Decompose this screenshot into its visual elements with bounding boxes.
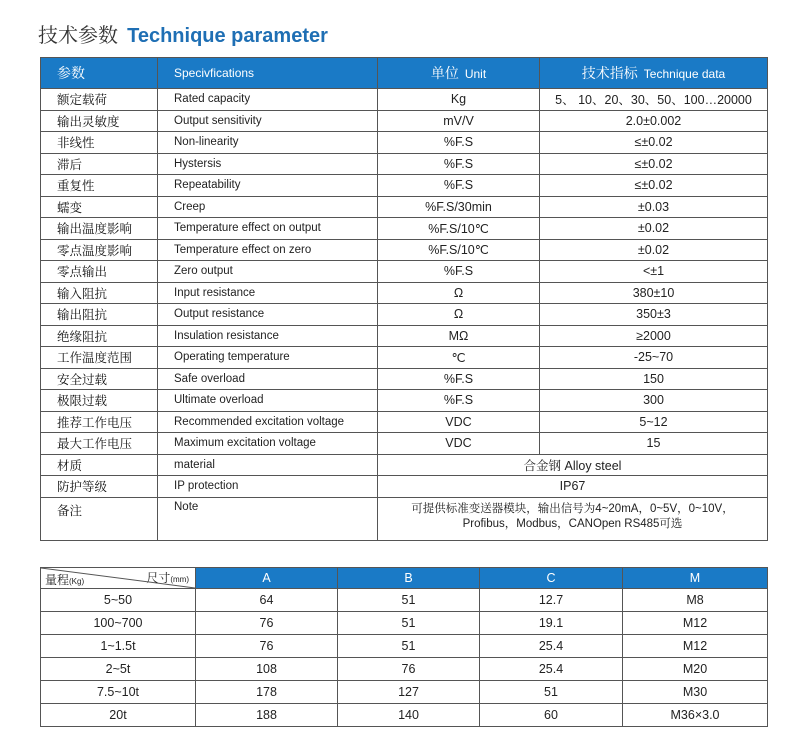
param-cn: 备注: [41, 497, 158, 540]
value-cell: -25~70: [540, 347, 768, 369]
param-en: Repeatability: [158, 175, 378, 197]
a-cell: 76: [196, 612, 338, 635]
spec-row: [41, 218, 768, 240]
param-en: Operating temperature: [158, 347, 378, 369]
param-en: Zero output: [158, 261, 378, 283]
dims-row: [41, 635, 768, 658]
value-cell: <±1: [540, 261, 768, 283]
unit-cell: %F.S: [378, 390, 540, 412]
spec-row: [41, 368, 768, 390]
unit-cell: %F.S/30min: [378, 196, 540, 218]
param-cn: 输出温度影响: [41, 218, 158, 240]
value-cell: 2.0±0.002: [540, 110, 768, 132]
a-cell: 64: [196, 589, 338, 612]
param-en: material: [158, 454, 378, 476]
spec-row: [41, 304, 768, 326]
b-cell: 51: [338, 612, 480, 635]
m-cell: M20: [623, 658, 768, 681]
dims-header-row: [41, 568, 768, 589]
unit-cell: VDC: [378, 411, 540, 433]
dimension-table: [40, 567, 768, 727]
dims-col-b: B: [338, 568, 480, 589]
param-cn: 额定载荷: [41, 89, 158, 111]
param-cn: 防护等级: [41, 476, 158, 498]
spec-row: [41, 239, 768, 261]
unit-cell: ℃: [378, 347, 540, 369]
param-en: Creep: [158, 196, 378, 218]
param-en: Output sensitivity: [158, 110, 378, 132]
param-en: Safe overload: [158, 368, 378, 390]
value-cell: ≤±0.02: [540, 153, 768, 175]
unit-cell: MΩ: [378, 325, 540, 347]
spec-row-protection: [41, 476, 768, 498]
value-cell: ±0.02: [540, 239, 768, 261]
spec-row: [41, 390, 768, 412]
param-cn: 输出阻抗: [41, 304, 158, 326]
c-cell: 25.4: [480, 635, 623, 658]
dims-col-m: M: [623, 568, 768, 589]
param-en: Note: [158, 497, 378, 540]
unit-cell: %F.S: [378, 175, 540, 197]
spec-row: [41, 110, 768, 132]
spec-row: [41, 325, 768, 347]
param-en: Output resistance: [158, 304, 378, 326]
note-value: [378, 497, 768, 540]
unit-cell: mV/V: [378, 110, 540, 132]
dims-row: [41, 589, 768, 612]
value-cell: ≤±0.02: [540, 132, 768, 154]
value-cell: 380±10: [540, 282, 768, 304]
title-cn: 技术参数: [38, 23, 118, 47]
param-en: Maximum excitation voltage: [158, 433, 378, 455]
param-cn: 绝缘阻抗: [41, 325, 158, 347]
unit-cell: Kg: [378, 89, 540, 111]
param-en: Insulation resistance: [158, 325, 378, 347]
spec-row: [41, 433, 768, 455]
m-cell: M12: [623, 612, 768, 635]
spec-body: [41, 89, 768, 455]
value-cell: 150: [540, 368, 768, 390]
spec-row: [41, 411, 768, 433]
unit-cell: VDC: [378, 433, 540, 455]
unit-cell: %F.S: [378, 261, 540, 283]
param-en: Input resistance: [158, 282, 378, 304]
spec-row: [41, 89, 768, 111]
material-value: 合金钢 Alloy steel: [378, 454, 768, 476]
dims-body: [41, 589, 768, 727]
unit-cell: %F.S/10℃: [378, 239, 540, 261]
b-cell: 140: [338, 704, 480, 727]
spec-row: [41, 196, 768, 218]
dims-corner-cell: [41, 568, 196, 589]
value-cell: 15: [540, 433, 768, 455]
range-cell: 1~1.5t: [41, 635, 196, 658]
m-cell: M30: [623, 681, 768, 704]
header-param: 参数: [41, 58, 158, 89]
header-data: 技术指标 Technique data: [540, 58, 768, 89]
range-cell: 20t: [41, 704, 196, 727]
param-cn: 材质: [41, 454, 158, 476]
c-cell: 12.7: [480, 589, 623, 612]
value-cell: ±0.03: [540, 196, 768, 218]
param-cn: 零点输出: [41, 261, 158, 283]
c-cell: 60: [480, 704, 623, 727]
unit-cell: %F.S/10℃: [378, 218, 540, 240]
value-cell: ±0.02: [540, 218, 768, 240]
value-cell: ≤±0.02: [540, 175, 768, 197]
param-cn: 零点温度影响: [41, 239, 158, 261]
dims-row: [41, 704, 768, 727]
param-cn: 非线性: [41, 132, 158, 154]
param-en: Hystersis: [158, 153, 378, 175]
param-cn: 极限过载: [41, 390, 158, 412]
a-cell: 188: [196, 704, 338, 727]
range-cell: 7.5~10t: [41, 681, 196, 704]
unit-cell: %F.S: [378, 132, 540, 154]
header-spec: Specivfications: [158, 58, 378, 89]
unit-cell: %F.S: [378, 368, 540, 390]
note-line-1: 可提供标准变送器模块，输出信号为4~20mA，0~5V，0~10V，: [411, 502, 734, 515]
size-label: 尺寸(mm): [146, 571, 189, 585]
value-cell: 5、 10、20、30、50、100…20000: [540, 89, 768, 111]
range-cell: 100~700: [41, 612, 196, 635]
c-cell: 51: [480, 681, 623, 704]
c-cell: 25.4: [480, 658, 623, 681]
dims-col-a: A: [196, 568, 338, 589]
value-cell: 300: [540, 390, 768, 412]
spec-row: [41, 347, 768, 369]
spec-header-row: [41, 58, 768, 89]
param-en: Temperature effect on zero: [158, 239, 378, 261]
page-title: [38, 20, 328, 50]
title-en: Technique parameter: [127, 25, 328, 47]
value-cell: 5~12: [540, 411, 768, 433]
value-cell: 350±3: [540, 304, 768, 326]
protection-value: IP67: [378, 476, 768, 498]
param-cn: 蠕变: [41, 196, 158, 218]
param-cn: 输入阻抗: [41, 282, 158, 304]
dims-row: [41, 681, 768, 704]
a-cell: 108: [196, 658, 338, 681]
dims-row: [41, 612, 768, 635]
dims-col-c: C: [480, 568, 623, 589]
range-label: 量程(Kg): [45, 573, 85, 587]
range-cell: 2~5t: [41, 658, 196, 681]
b-cell: 51: [338, 589, 480, 612]
a-cell: 178: [196, 681, 338, 704]
param-en: Ultimate overload: [158, 390, 378, 412]
unit-cell: Ω: [378, 282, 540, 304]
spec-row-material: [41, 454, 768, 476]
range-cell: 5~50: [41, 589, 196, 612]
param-cn: 工作温度范围: [41, 347, 158, 369]
c-cell: 19.1: [480, 612, 623, 635]
param-en: Recommended excitation voltage: [158, 411, 378, 433]
m-cell: M36×3.0: [623, 704, 768, 727]
m-cell: M12: [623, 635, 768, 658]
unit-cell: Ω: [378, 304, 540, 326]
param-cn: 安全过载: [41, 368, 158, 390]
b-cell: 76: [338, 658, 480, 681]
m-cell: M8: [623, 589, 768, 612]
dims-row: [41, 658, 768, 681]
spec-row: [41, 261, 768, 283]
b-cell: 127: [338, 681, 480, 704]
param-cn: 输出灵敏度: [41, 110, 158, 132]
param-cn: 最大工作电压: [41, 433, 158, 455]
param-cn: 滞后: [41, 153, 158, 175]
unit-cell: %F.S: [378, 153, 540, 175]
spec-row-note: [41, 497, 768, 540]
note-line-2: Profibus，Modbus，CANOpen RS485可选: [462, 517, 683, 530]
spec-row: [41, 153, 768, 175]
param-cn: 重复性: [41, 175, 158, 197]
a-cell: 76: [196, 635, 338, 658]
param-en: Non-linearity: [158, 132, 378, 154]
value-cell: ≥2000: [540, 325, 768, 347]
spec-row: [41, 175, 768, 197]
spec-row: [41, 282, 768, 304]
spec-row: [41, 132, 768, 154]
b-cell: 51: [338, 635, 480, 658]
param-en: Temperature effect on output: [158, 218, 378, 240]
param-en: Rated capacity: [158, 89, 378, 111]
spec-table: [40, 57, 768, 541]
header-unit: 单位 Unit: [378, 58, 540, 89]
param-cn: 推荐工作电压: [41, 411, 158, 433]
param-en: IP protection: [158, 476, 378, 498]
